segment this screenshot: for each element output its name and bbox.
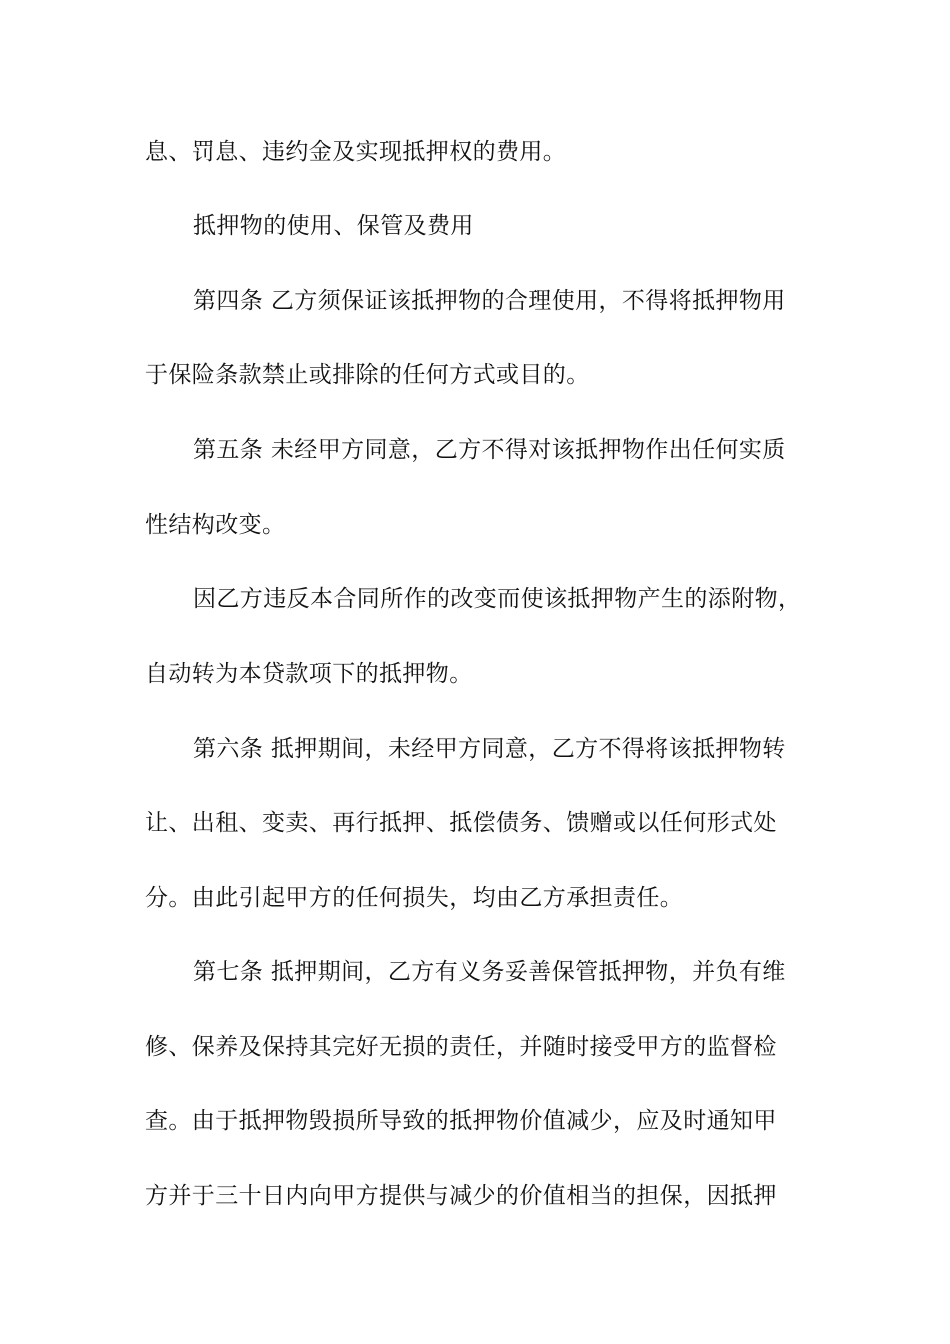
article-4-line-1: 第四条 乙方须保证该抵押物的合理使用，不得将抵押物用 — [193, 288, 786, 314]
text-line: 息、罚息、违约金及实现抵押权的费用。 — [145, 139, 567, 165]
section-heading: 抵押物的使用、保管及费用 — [193, 213, 474, 239]
article-7-line-2: 修、保养及保持其完好无损的责任，并随时接受甲方的监督检 — [145, 1034, 777, 1060]
article-7-line-4: 方并于三十日内向甲方提供与减少的价值相当的担保，因抵押 — [145, 1183, 777, 1209]
article-5-line-2: 性结构改变。 — [145, 512, 286, 538]
paragraph-line-2: 自动转为本贷款项下的抵押物。 — [145, 661, 473, 687]
article-4-line-2: 于保险条款禁止或排除的任何方式或目的。 — [145, 362, 590, 388]
paragraph-line-1: 因乙方违反本合同所作的改变而使该抵押物产生的添附物， — [193, 586, 802, 612]
article-6-line-2: 让、出租、变卖、再行抵押、抵偿债务、馈赠或以任何形式处 — [145, 810, 777, 836]
article-7-line-3: 查。由于抵押物毁损所导致的抵押物价值减少，应及时通知甲 — [145, 1108, 777, 1134]
article-6-line-3: 分。由此引起甲方的任何损失，均由乙方承担责任。 — [145, 885, 684, 911]
article-5-line-1: 第五条 未经甲方同意，乙方不得对该抵押物作出任何实质 — [193, 437, 786, 463]
article-7-line-1: 第七条 抵押期间，乙方有义务妥善保管抵押物，并负有维 — [193, 959, 786, 985]
article-6-line-1: 第六条 抵押期间，未经甲方同意，乙方不得将该抵押物转 — [193, 736, 786, 762]
